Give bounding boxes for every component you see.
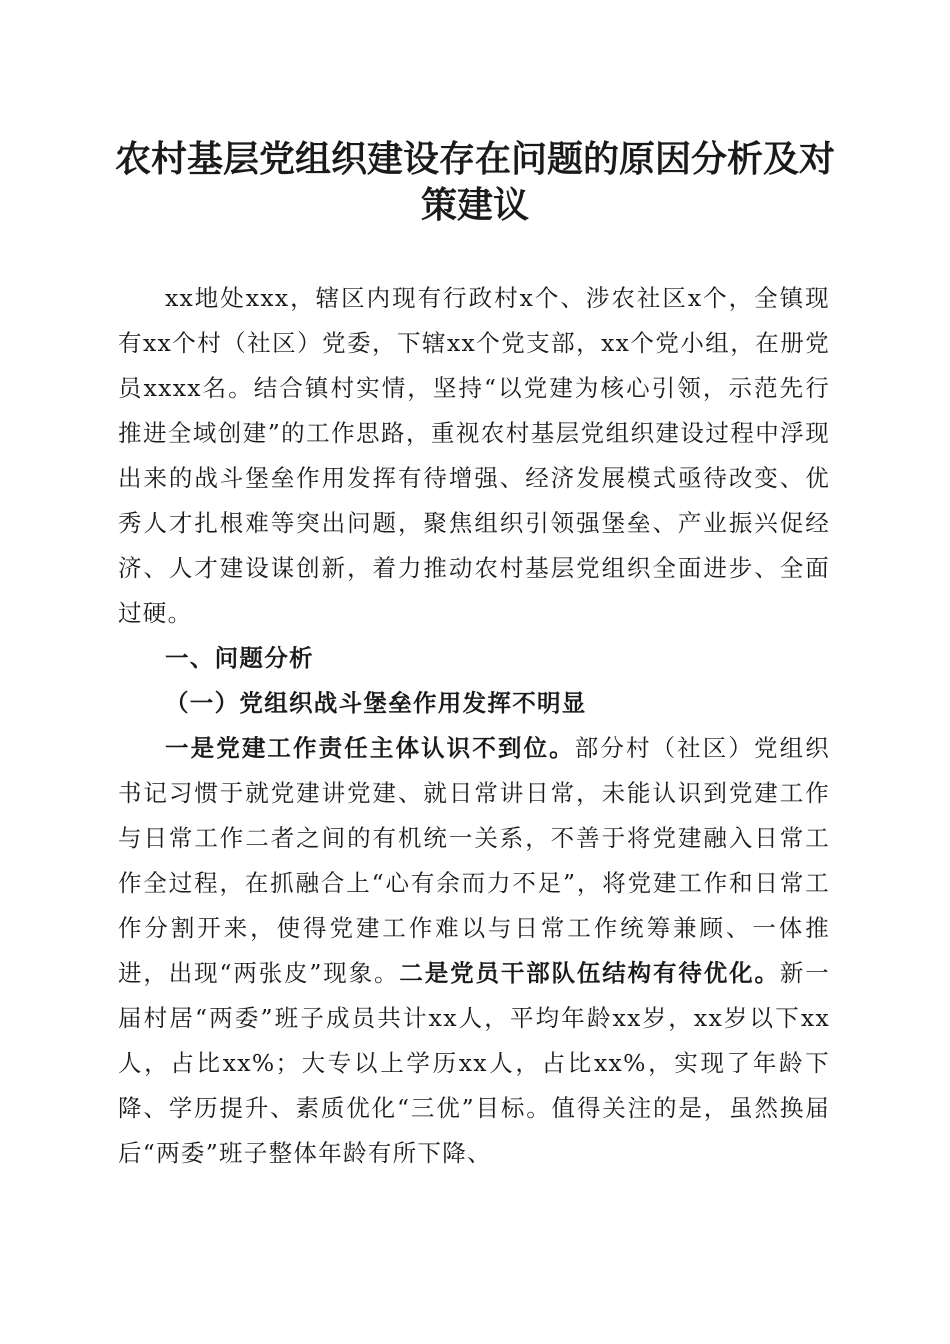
document-title: 农村基层党组织建设存在问题的原因分析及对策建议 xyxy=(114,138,835,226)
intro-paragraph: xx地处xxx，辖区内现有行政村x个、涉农社区x个，全镇现有xx个村（社区）党委，下辖xx个党支部，xx个党小组，在册党员xxxx名。结合镇村实情，坚持“以党建为核心引领，示范先行推进全域创建”的工作思路，重视农村基层党组织建设过程中浮现出来的战斗堡垒作用发挥有待增强、经济发展模式亟待改变、优秀人才扎根难等突出问题，聚焦组织引领强堡垒、产业振兴促经济、人才建设谋创新，着力推动农村基层党组织全面进步、全面过硬。 xyxy=(118,284,830,627)
paragraph-text: 部分村（社区）党组织书记习惯于就党建讲党建、就日常讲日常，未能认识到党建工作与日常工作二者之间的有机统一关系，不善于将党建融入日常工作全过程，在抓融合上“心有余而力不足”，将党建工作和日常工作分割开来，使得党建工作难以与日常工作统筹兼顾、一体推进，出现“两张皮”现象。 xyxy=(118,734,831,987)
paragraph-lead: 一是党建工作责任主体认识不到位。 xyxy=(165,734,575,762)
body-paragraph xyxy=(118,726,830,1176)
paragraph-text-2: 新一届村居“两委”班子成员共计xx人，平均年龄xx岁，xx岁以下xx人，占比xx%；大专以上学历xx人，占比xx%，实现了年龄下降、学历提升、素质优化“三优”目标。值得关注的是，虽然换届后“两委”班子整体年龄有所下降、 xyxy=(118,959,830,1167)
paragraph-lead-2: 二是党员干部队伍结构有待优化。 xyxy=(399,959,780,987)
subsection-heading: （一）党组织战斗堡垒作用发挥不明显 xyxy=(165,689,587,717)
document-body xyxy=(118,276,830,1176)
section-heading: 一、问题分析 xyxy=(165,644,314,672)
